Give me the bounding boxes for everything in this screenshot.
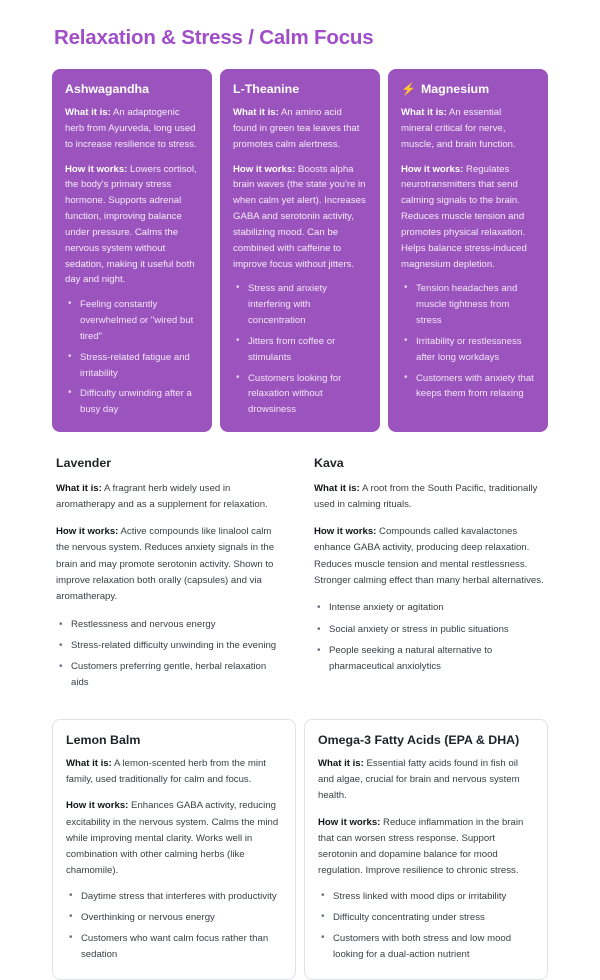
card-title: Omega-3 Fatty Acids (EPA & DHA): [318, 732, 520, 747]
what-it-is-label: What it is:: [318, 758, 364, 770]
featured-card-l-theanine: [220, 69, 380, 432]
how-it-works-paragraph: [66, 798, 282, 879]
list-item: • Daytime stress that interferes with productivity: [81, 889, 282, 905]
how-it-works-text: Enhances GABA activity, reducing excitability in the nervous system. Calms the mind while improving mental clarity. Works well in combination with other calming herbs (like chamomile).: [66, 800, 279, 876]
how-it-works-text: Regulates neurotransmitters that send calming signals to the brain. Reduces muscle tension and promotes physical relaxation. Helps balance stress-induced magnesium depletion.: [401, 163, 527, 270]
card-title: Kava: [314, 456, 344, 470]
list-item: • Customers preferring gentle, herbal relaxation aids: [71, 659, 286, 692]
card-title-text: Magnesium: [420, 81, 490, 96]
page-title: Relaxation & Stress / Calm Focus: [54, 26, 374, 49]
list-item: • Stress and anxiety interfering with concentration: [248, 281, 367, 328]
what-it-is-label: What it is:: [314, 482, 360, 494]
list-item: • Tension headaches and muscle tightness from stress: [416, 281, 535, 328]
featured-card-ashwagandha: [52, 69, 212, 432]
use-case-list: [318, 889, 534, 963]
list-item: • Difficulty concentrating under stress: [333, 910, 534, 926]
what-it-is-paragraph: [314, 481, 544, 514]
what-it-is-text: An amino acid found in green tea leaves that promotes calm alertness.: [233, 107, 360, 150]
how-it-works-paragraph: [314, 524, 544, 589]
what-it-is-label: What it is:: [233, 107, 279, 119]
how-it-works-text: Compounds called kavalactones enhance GABA activity, producing deep relaxation. Reduces muscle tension and mental restlessness. Stronger calming effect than many herbal alternatives.: [314, 526, 544, 586]
list-item: • Customers with both stress and low mood looking for a dual-action nutrient: [333, 931, 534, 963]
what-it-is-paragraph: [65, 105, 199, 152]
what-it-is-paragraph: [56, 481, 286, 514]
how-it-works-label: How it works:: [66, 800, 129, 812]
how-it-works-label: How it works:: [318, 816, 381, 828]
how-it-works-label: How it works:: [401, 163, 464, 175]
use-case-list: [65, 297, 199, 418]
what-it-is-label: What it is:: [65, 107, 111, 119]
outlined-card-lemon-balm: [52, 719, 296, 980]
what-it-is-paragraph: [66, 756, 282, 788]
plain-items-row: [52, 456, 548, 697]
list-item: • Feeling constantly overwhelmed or "wired but tired": [80, 297, 199, 344]
card-title: [65, 82, 199, 98]
list-item: • Intense anxiety or agitation: [329, 600, 544, 616]
how-it-works-text: Reduce inflammation in the brain that can worsen stress response. Support serotonin and dopamine balance for mood regulation. Improve resilience to chronic stress.: [318, 816, 524, 876]
list-item: • Overthinking or nervous energy: [81, 910, 282, 926]
how-it-works-paragraph: [65, 162, 199, 289]
what-it-is-text: A root from the South Pacific, traditionally used in calming rituals.: [314, 482, 538, 510]
how-it-works-label: How it works:: [233, 163, 296, 175]
list-item: • Customers looking for relaxation without drowsiness: [248, 371, 367, 418]
list-item: • Customers who want calm focus rather than sedation: [81, 931, 282, 963]
what-it-is-text: A lemon-scented herb from the mint family, used traditionally for calm and focus.: [66, 758, 266, 786]
what-it-is-label: What it is:: [66, 758, 112, 770]
outlined-cards-row: [52, 719, 548, 980]
how-it-works-label: How it works:: [65, 163, 128, 175]
list-item: • Stress linked with mood dips or irritability: [333, 889, 534, 905]
use-case-list: [233, 281, 367, 418]
what-it-is-label: What it is:: [56, 482, 102, 494]
list-item: • Customers with anxiety that keeps them from relaxing: [416, 371, 535, 403]
card-title-text: L-Theanine: [233, 81, 300, 96]
list-item: • Irritability or restlessness after long workdays: [416, 334, 535, 366]
how-it-works-text: Boosts alpha brain waves (the state you're in when calm yet alert). Increases GABA and serotonin activity, stabilizing mood. Can be combined with caffeine to improve focus without jitters.: [233, 163, 366, 270]
list-item: • Stress-related difficulty unwinding in the evening: [71, 638, 286, 654]
card-title: Lemon Balm: [66, 732, 141, 747]
how-it-works-label: How it works:: [314, 526, 377, 538]
what-it-is-text: A fragrant herb widely used in aromatherapy and as a supplement for relaxation.: [56, 482, 268, 510]
list-item: • Difficulty unwinding after a busy day: [80, 386, 199, 418]
what-it-is-text: Essential fatty acids found in fish oil and algae, crucial for brain and nervous system health.: [318, 758, 520, 802]
how-it-works-paragraph: [233, 162, 367, 273]
list-item: • People seeking a natural alternative to pharmaceutical anxiolytics: [329, 643, 544, 676]
how-it-works-label: How it works:: [56, 526, 119, 538]
use-case-list: [401, 281, 535, 402]
use-case-list: [314, 600, 544, 675]
what-it-is-paragraph: [318, 756, 534, 804]
list-item: • Social anxiety or stress in public situations: [329, 622, 544, 638]
card-title: Lavender: [56, 456, 112, 470]
what-it-is-text: An adaptogenic herb from Ayurveda, long used to increase resilience to stress.: [65, 107, 197, 150]
card-title: [401, 82, 535, 98]
how-it-works-text: Active compounds like linalool calm the nervous system. Reduces anxiety signals in the brain and may promote serotonin activity. Shown to improve relaxation both orally (capsules) and via aromatherapy.: [56, 526, 275, 603]
use-case-list: [56, 617, 286, 692]
featured-card-magnesium: [388, 69, 548, 432]
plain-item-kava: [314, 456, 544, 697]
what-it-is-label: What it is:: [401, 107, 447, 119]
featured-cards-row: [52, 69, 548, 432]
outlined-card-omega-3: [304, 719, 548, 980]
list-item: • Restlessness and nervous energy: [71, 617, 286, 633]
card-title-text: Ashwagandha: [65, 81, 149, 96]
how-it-works-paragraph: [401, 162, 535, 273]
lightning-bolt-icon: ⚡: [401, 82, 416, 97]
plain-item-lavender: [56, 456, 286, 697]
what-it-is-paragraph: [233, 105, 367, 152]
use-case-list: [66, 889, 282, 963]
card-title: [233, 82, 367, 98]
what-it-is-paragraph: [401, 105, 535, 152]
list-item: • Jitters from coffee or stimulants: [248, 334, 367, 366]
how-it-works-text: Lowers cortisol, the body's primary stress hormone. Supports adrenal function, improving balance under pressure. Calms the nervous system without sedation, making it useful both day and night.: [65, 163, 197, 286]
what-it-is-text: An essential mineral critical for nerve, muscle, and brain function.: [401, 107, 516, 150]
how-it-works-paragraph: [56, 524, 286, 605]
list-item: • Stress-related fatigue and irritability: [80, 350, 199, 382]
